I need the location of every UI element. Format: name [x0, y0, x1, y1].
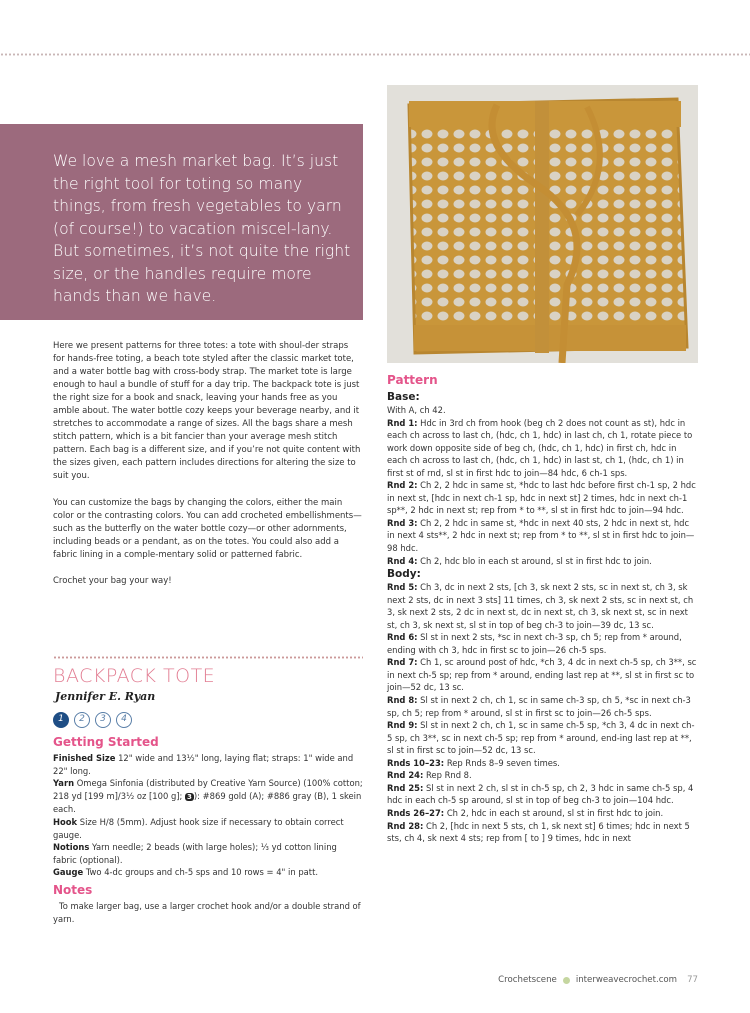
project-title: BACKPACK TOTE — [53, 665, 216, 687]
round-text: Sl st in next 2 ch, ch 1, sc in same ch-5 sp, *ch 3, 4 dc in next ch-5 sp, ch 3**, sc in next ch-5 sp; rep from * around, end-ing last rep at **, sl st in first sc to join—52 dc, 13 sc. — [387, 720, 695, 756]
skill-level-1-icon: 1 — [53, 712, 69, 728]
round-label: Rnd 7: — [387, 657, 418, 668]
skill-level-3-icon: 3 — [95, 712, 111, 728]
yarn-weight-icon: 3 — [187, 792, 192, 801]
round-text: Hdc in 3rd ch from hook (beg ch 2 does not count as st), hdc in each ch across to last ch, (hdc, ch 1, hdc) in last ch, ch 1, rotate piece to work down opposite side of beg ch, (hdc, ch 1, hdc) in first ch, hdc in each ch across to last ch, (hdc, ch 1, hdc) in last st, ch 1, (hdc, ch 1) in first st of rnd, sl st in first hdc to join—84 hdc, 6 ch-1 sps. — [387, 417, 693, 478]
round-label: Rnd 25: — [387, 782, 424, 793]
round-label: Rnd 1: — [387, 417, 418, 428]
round-text: Sl st in next 2 ch, ch 1, sc in same ch-3 sp, ch 5, *sc in next ch-3 sp, ch 5; rep from * around, sl st in first sc to join—26 ch-5 sps. — [387, 695, 691, 718]
section-dotted-rule — [53, 656, 363, 659]
yarn: Yarn Omega Sinfonia (distributed by Creative Yarn Source) (100% cotton; 218 yd [199 m]/3½ oz [100 g]; 3 ): #869 gold (A); #886 gray (B), 1 skein each. — [53, 778, 363, 815]
pattern-round — [387, 555, 699, 568]
skill-level-4-icon: 4 — [116, 712, 132, 728]
website-url: interweavecrochet.com — [575, 975, 678, 985]
round-text: Ch 2, hdc in each st around, sl st in first hdc to join. — [444, 807, 664, 818]
round-label: Rnd 24: — [387, 770, 424, 781]
crochet-bag-illustration — [387, 85, 698, 363]
base-heading: Base: — [387, 391, 420, 403]
finished-size: Finished Size 12" wide and 13½" long, laying flat; straps: 1" wide and 22" long. — [53, 753, 354, 776]
round-label: Rnd 5: — [387, 582, 418, 593]
getting-started — [53, 735, 363, 925]
round-text: Ch 1, sc around post of hdc, *ch 3, 4 dc in next ch-5 sp, ch 3**, sc in next ch-5 sp; rep from * around, ending last rep at **, sl st in first sc to join—52 dc, 13 sc. — [387, 657, 697, 693]
round-text: Ch 2, 2 hdc in same st, *hdc to last hdc before first ch-1 sp, 2 hdc in next st, [hdc in next ch-1 sp, hdc in next st] 2 times, hdc in next ch-1 sp**, 2 hdc in next st; rep from * to **, sl st in first hdc to join—94 hdc. — [387, 480, 696, 516]
intro-text: We love a mesh market bag. It’s just the right tool for toting so many things, from fresh vegetables to yarn (of course!) to vacation miscel-lany. But sometimes, it’s not quite the right size, or the handles require more hands than we have. — [53, 152, 351, 305]
pattern-round — [387, 807, 699, 820]
round-label: Rnd 6: — [387, 632, 418, 643]
pattern-round — [387, 719, 699, 757]
body-heading: Body: — [387, 568, 421, 581]
round-text: Sl st in next 2 sts, *sc in next ch-3 sp, ch 5; rep from * around, ending with ch 3, hdc in first sc to join—26 ch-5 sps. — [387, 632, 682, 655]
round-label: Rnds 26–27: — [387, 807, 445, 818]
pattern-heading: Pattern — [387, 373, 438, 387]
pattern-round — [387, 782, 699, 807]
round-label: Rnd 28: — [387, 820, 424, 831]
round-text: Sl st in next 2 ch, sl st in ch-5 sp, ch 2, 3 hdc in same ch-5 sp, 4 hdc in each ch-5 sp around, sl st in top of beg ch-3 to join—104 hdc. — [387, 782, 694, 806]
pattern-round — [387, 769, 699, 782]
gauge: Gauge Two 4-dc groups and ch-5 sps and 10 rows = 4" in patt. — [53, 867, 319, 878]
pattern-round — [387, 820, 699, 845]
body-rounds — [387, 581, 699, 844]
round-text: Ch 3, dc in next 2 sts, [ch 3, sk next 2 sts, sc in next st, ch 3, sk next 2 sts, dc in next 3 sts] 11 times, ch 3, sk next 2 sts, sc in next st, ch 3, sk next 2 sts, 2 dc in next st, dc in next st, ch 3, sk next st, sc in next st, ch 3, sk next st, sl st in top of beg ch-3 to join—39 dc, 13 sc. — [387, 582, 694, 630]
pattern-round — [387, 757, 699, 770]
round-label: Rnd 8: — [387, 695, 418, 706]
round-text: Ch 2, hdc blo in each st around, sl st in first hdc to join. — [417, 555, 652, 566]
body-paragraph-3: Crochet your bag your way! — [53, 575, 172, 586]
pattern-round — [387, 631, 699, 656]
round-text: Rep Rnd 8. — [423, 770, 472, 781]
skill-level-2-icon: 2 — [74, 712, 90, 728]
pattern-round — [387, 517, 699, 555]
notes-heading: Notes — [53, 882, 93, 897]
round-label: Rnds 10–23: — [387, 757, 445, 768]
page-number: 77 — [687, 975, 698, 985]
body-paragraph-2: You can customize the bags by changing the colors, either the main color or the contrasting colors. You can add crocheted embellishments—such as the butterfly on the water bottle cozy—or other adornments, including beads or a pendant, as on the totes. You could also add a fabric lining in a comple-mentary solid or patterned fabric. — [53, 497, 362, 560]
backpack-tote-photo — [387, 85, 698, 363]
hook: Hook Size H/8 (5mm). Adjust hook size if necessary to obtain correct gauge. — [53, 816, 344, 840]
round-text: Rep Rnds 8–9 seven times. — [444, 757, 560, 768]
body-paragraph-1: Here we present patterns for three totes: a tote with shoul-der straps for hands-free toting, a beach tote styled after the classic market tote, and a water bottle bag with cross-body strap. The market tote is large enough to haul a bundle of stuff for a day trip. The backpack tote is just the right size for a book and snack, leaving your hands free as you amble about. The water bottle cozy keeps your beverage nearby, and it stretches to accommodate a range of sizes. All the bags share a mesh stitch pattern, which is a bit fancier than your average mesh stitch pattern. Each bag is a different size, and if you’re not quite content with the sizes given, each pattern includes directions for altering the size to suit you. — [53, 341, 361, 482]
base-rounds — [387, 417, 699, 568]
intro-banner — [0, 124, 363, 320]
getting-started-heading: Getting Started — [53, 735, 159, 749]
round-label: Rnd 9: — [387, 720, 418, 731]
round-label: Rnd 2: — [387, 480, 418, 491]
pattern-round — [387, 656, 699, 694]
pattern-round — [387, 581, 699, 631]
notes-text: To make larger bag, use a larger crochet hook and/or a double strand of yarn. — [53, 900, 361, 924]
footer-dot-icon — [563, 977, 570, 984]
skill-level — [53, 712, 132, 728]
pattern-instructions — [387, 373, 699, 845]
pattern-round — [387, 694, 699, 719]
round-label: Rnd 4: — [387, 555, 418, 566]
intro-body — [53, 340, 362, 601]
designer-name: Jennifer E. Ryan — [55, 690, 156, 703]
round-label: Rnd 3: — [387, 517, 418, 528]
top-dotted-rule — [0, 53, 750, 56]
round-text: Ch 2, 2 hdc in same st, *hdc in next 40 sts, 2 hdc in next st, hdc in next 4 sts**, 2 hdc in next st; rep from * to **, sl st in first hdc to join—98 hdc. — [387, 517, 695, 554]
magazine-name: Crochetscene — [498, 975, 557, 985]
page-footer — [498, 975, 698, 985]
pattern-round — [387, 479, 699, 517]
base-start: With A, ch 42. — [387, 405, 446, 415]
pattern-round — [387, 417, 699, 480]
notions: Notions Yarn needle; 2 beads (with large holes); ⅓ yd cotton lining fabric (optional). — [53, 842, 337, 865]
round-text: Ch 2, [hdc in next 5 sts, ch 1, sk next st] 6 times; hdc in next 5 sts, ch 4, sk next 4 sts; rep from [ to ] 9 times, hdc in next — [387, 820, 690, 844]
